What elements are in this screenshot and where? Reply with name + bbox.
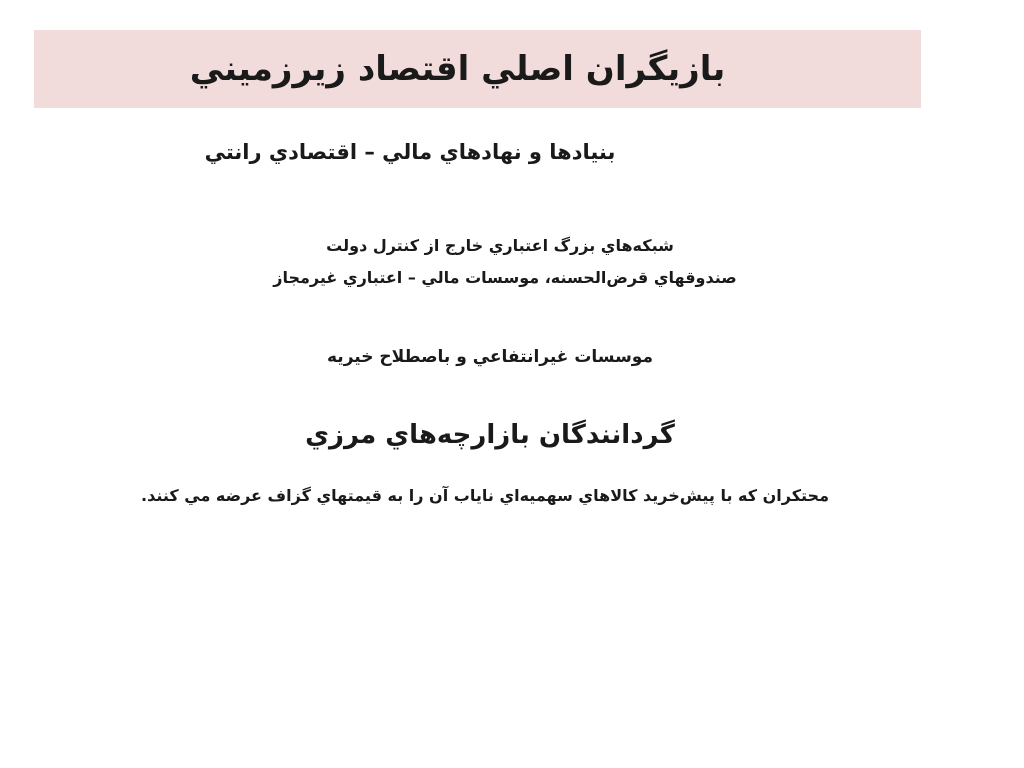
item-nonprofit-institutions: موسسات غيرانتفاعي و باصطلاح خيريه	[327, 347, 653, 367]
item-hoarders: محتكران كه با پيش‌خريد كالاهاي سهميه‌اي ناياب آن را به قيمتهاي گزاف عرضه مي كنند.	[141, 486, 829, 505]
title-band	[34, 30, 921, 108]
item-credit-networks: شبكه‌هاي بزرگ اعتباري خارج از كنترل دولت	[326, 236, 674, 255]
item-border-market-operators: گردانندگان بازارچه‌هاي مرزي	[305, 420, 675, 450]
item-rentier-foundations: بنيادها و نهادهاي مالي – اقتصادي رانتي	[204, 140, 616, 164]
slide-title: بازيگران اصلي اقتصاد زيرزميني	[189, 49, 726, 89]
item-loan-funds: صندوقهاي قرض‌الحسنه، موسسات مالي – اعتباري غيرمجاز	[273, 268, 737, 287]
